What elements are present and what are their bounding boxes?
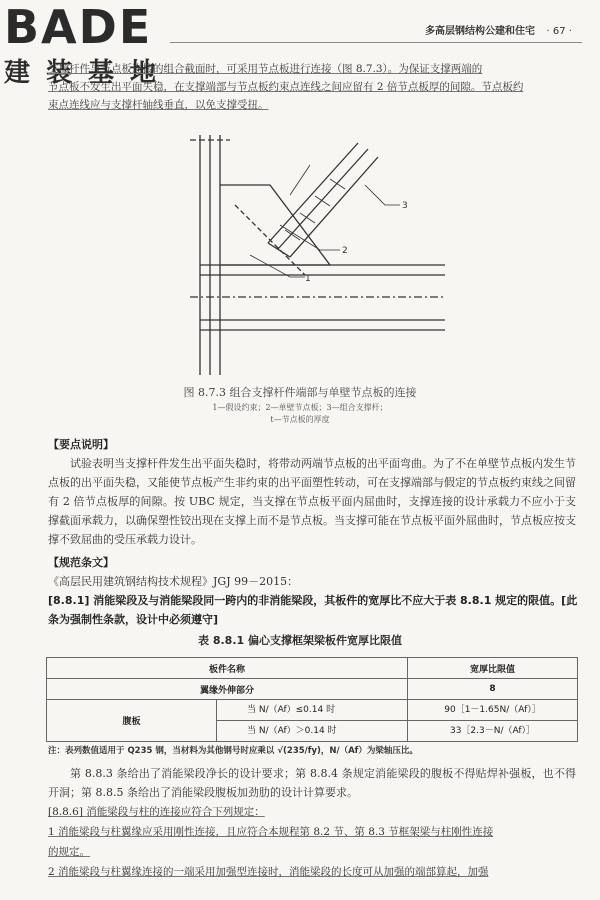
brace-edge-2 xyxy=(290,157,378,257)
running-head xyxy=(425,22,572,37)
clause-8-8-1: [8.8.1] 消能梁段及与消能梁段同一跨内的非消能梁段，其板件的宽厚比不应大于表 8.8.1 规定的限值。[此条为强制性条款，设计中必须遵守] xyxy=(48,594,578,626)
table-header-name: 板件名称 xyxy=(47,658,408,679)
table-cell: 8 xyxy=(408,679,578,700)
code-source: 《高层民用建筑钢结构技术规程》JGJ 99－2015： xyxy=(48,575,299,588)
table-header-row xyxy=(47,658,578,679)
table-title: 表 8.8.1 偏心支撑框架梁板件宽厚比限值 xyxy=(198,634,402,647)
table-cell: 翼缘外伸部分 xyxy=(47,679,408,700)
clause-line: 的规定。 xyxy=(48,846,90,858)
brace-edge-1 xyxy=(268,143,358,243)
figure-caption: 图 8.7.3 组合支撑杆件端部与单壁节点板的连接 xyxy=(183,386,417,399)
table-cell: 腹板 xyxy=(47,700,217,742)
running-title: 多高层钢结构公建和住宅 xyxy=(425,26,536,37)
intro-line: 束点连线应与支撑杆轴线垂直，以免支撑受扭。 xyxy=(48,99,269,111)
figure-legend-line: t—节点板的厚度 xyxy=(270,415,330,424)
table-cell: 33［2.3－N/（Af）］ xyxy=(408,721,578,742)
clause-line: [8.8.6] 消能梁段与柱的连接应符合下列规定： xyxy=(48,806,265,818)
clause-line: 1 消能梁段与柱翼缘应采用刚性连接，且应符合本规程第 8.2 节、第 8.3 节框架梁与柱刚性连接 xyxy=(48,826,494,838)
table-note: 注：表列数值适用于 Q235 钢，当材料为其他钢号时应乘以 √(235/fy)，N/（Af）为梁轴压比。 xyxy=(48,746,418,756)
table-row xyxy=(47,679,578,700)
label-2: 2 xyxy=(342,246,348,256)
table-header-limit: 宽厚比限值 xyxy=(408,658,578,679)
figure-legend-line: 1—假设约束；2—单壁节点板；3—组合支撑杆； xyxy=(212,403,388,412)
clause-line: 2 消能梁段与柱翼缘连接的一端采用加强型连接时，消能梁段的长度可从加强的端部算起，加强 xyxy=(48,866,489,878)
gusset-plate xyxy=(220,185,330,265)
width-thickness-table xyxy=(46,657,578,742)
header-rule xyxy=(170,42,582,43)
intro-paragraph xyxy=(48,60,578,114)
table-row xyxy=(47,700,578,721)
key-points-heading: 【要点说明】 xyxy=(48,438,114,451)
table-cell: 90［1－1.65N/（Af）］ xyxy=(408,700,578,721)
connection-drawing xyxy=(150,125,450,375)
label-3: 3 xyxy=(402,201,408,211)
logo-subtitle: 建装基地 xyxy=(4,58,173,88)
clause-8-8-6 xyxy=(48,802,578,882)
brace-end xyxy=(268,243,290,257)
figure-legend xyxy=(0,402,600,426)
after-table-text xyxy=(48,764,576,802)
intro-line: 支撑杆件与节点板连接的组合截面时，可采用节点板进行连接（图 8.7.3）。为保证支撑两端的 xyxy=(48,63,483,75)
page-number: · 67 · xyxy=(546,26,572,37)
intro-line: 节点板不发生出平面失稳，在支撑端部与节点板约束点连线之间应留有 2 倍节点板厚的间隙。节点板约 xyxy=(48,81,524,93)
logo-wordmark: BADE xyxy=(4,0,153,54)
table-cell: 当 N/（Af）≤0.14 时 xyxy=(217,700,408,721)
table-cell: 当 N/（Af）＞0.14 时 xyxy=(217,721,408,742)
after-table-paragraph: 第 8.8.3 条给出了消能梁段净长的设计要求；第 8.8.4 条规定消能梁段的腹板不得贴焊补强板，也不得开洞；第 8.8.5 条给出了消能梁段腹板加劲肋的设计计算要求。 xyxy=(48,767,576,799)
label-1: 1 xyxy=(305,274,311,284)
key-points-text xyxy=(48,454,576,549)
key-points-paragraph: 试验表明当支撑杆件发生出平面失稳时，将带动两端节点板的出平面弯曲。为了不在单壁节点板内发生节点板的出平面失稳，又能使节点板产生非约束的出平面塑性转动，可在支撑端部与假定的节点板约束线之间留有 2 倍节点板厚的间隙。按 UBC 规定，当支撑在节点板平面内屈曲时，支撑连接的设计承载力不应小于支撑截面承载力，以确保塑性铰出现在支撑上而不是节点板。当支撑可能在节点板平面外屈曲时，节点板应按支撑不致屈曲的受压承载力设计。 xyxy=(48,457,576,546)
code-heading: 【规范条文】 xyxy=(48,556,114,569)
